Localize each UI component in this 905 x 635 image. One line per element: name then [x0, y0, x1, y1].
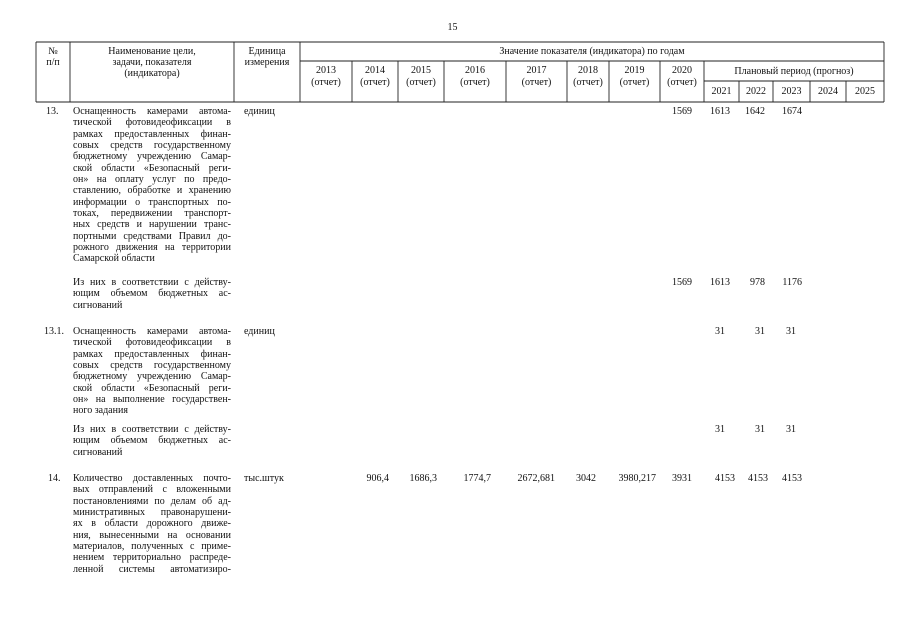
- value-2021: 1613: [710, 277, 730, 288]
- value-2022: 1642: [745, 106, 765, 117]
- header-year-note: (отчет): [619, 77, 650, 88]
- row-description: [73, 326, 231, 417]
- row-description: [73, 106, 231, 265]
- header-num: № п/п: [46, 46, 60, 68]
- desc-line: рамках предоставленных финан-: [73, 128, 231, 140]
- value-2022: 31: [755, 424, 765, 435]
- value-2020: 1569: [672, 106, 692, 117]
- header-year: 2019: [624, 65, 645, 76]
- row-number: 13.: [46, 106, 59, 117]
- desc-line: Оснащенность камерами автома-: [73, 326, 231, 337]
- desc-line: постановлениями по делам об ад-: [73, 495, 231, 507]
- value-2016: 1774,7: [463, 473, 491, 484]
- value-2014: 906,4: [366, 473, 389, 484]
- row-description: [73, 473, 231, 575]
- value-2020: 1569: [672, 277, 692, 288]
- desc-line: портными средствами Правил до-: [73, 230, 231, 242]
- value-2017: 2672,681: [517, 473, 555, 484]
- value-2022: 978: [750, 277, 765, 288]
- desc-line: совых средств государственному: [73, 360, 231, 372]
- value-2021: 31: [715, 326, 725, 337]
- desc-line: вых отправлений с вложенными: [73, 484, 231, 496]
- page-number: 15: [447, 22, 458, 33]
- header-unit: Единица измерения: [244, 46, 290, 68]
- header-year: 2015: [411, 65, 431, 76]
- desc-line: материалов, полученных с приме-: [73, 541, 231, 553]
- header-year-note: (отчет): [406, 77, 436, 88]
- header-plan-year: 2022: [746, 86, 766, 97]
- row-unit: единиц: [244, 326, 275, 337]
- desc-line: ях в области дорожного движе-: [73, 518, 231, 530]
- value-2018: 3042: [576, 473, 596, 484]
- desc-line: Количество доставленных почто-: [73, 473, 231, 484]
- desc-line: министративных правонарушени-: [73, 507, 231, 519]
- header-year-note: (отчет): [360, 77, 390, 88]
- value-2022: 31: [755, 326, 765, 337]
- header-year-note: (отчет): [311, 77, 341, 88]
- header-year: 2020: [672, 65, 692, 76]
- value-2023: 31: [786, 424, 796, 435]
- header-values-title: Значение показателя (индикатора) по годам: [499, 46, 685, 57]
- desc-line: ного задания: [73, 405, 128, 417]
- header-year-note: (отчет): [521, 77, 552, 88]
- desc-line: рожного движения на территории: [73, 242, 231, 254]
- header-name: Наименование цели, задачи, показателя (индикатора): [108, 46, 196, 79]
- value-2023: 1674: [782, 106, 802, 117]
- row-number: 14.: [48, 473, 61, 484]
- value-2023: 31: [786, 326, 796, 337]
- value-2019: 3980,217: [618, 473, 656, 484]
- desc-line: рамках предоставленных финан-: [73, 348, 231, 360]
- desc-line: Оснащенность камерами автома-: [73, 106, 231, 117]
- header-plan-title: Плановый период (прогноз): [734, 66, 854, 77]
- desc-line: ния, вынесенными на основании: [73, 529, 231, 541]
- desc-line: бюджетному учреждению Самар-: [73, 371, 231, 383]
- desc-line: сигнований: [73, 299, 123, 311]
- desc-line: ской области «Безопасный реги-: [73, 382, 231, 394]
- row-unit: тыс.штук: [244, 473, 284, 484]
- desc-line: тической фотовидеофиксации в: [73, 117, 231, 129]
- value-2021: 1613: [710, 106, 730, 117]
- desc-line: он» на оплату услуг по предо-: [73, 174, 231, 186]
- header-year: 2018: [578, 65, 598, 76]
- desc-line: информации о транспортных по-: [73, 196, 231, 208]
- header-plan-year: 2023: [781, 86, 802, 97]
- row-description: [73, 277, 231, 311]
- value-2015: 1686,3: [409, 473, 437, 484]
- desc-line: он» на выполнение государствен-: [73, 394, 231, 406]
- value-2021: 31: [715, 424, 725, 435]
- desc-line: Самарской области: [73, 253, 155, 265]
- header-plan-year: 2024: [818, 86, 838, 97]
- value-2020: 3931: [672, 473, 692, 484]
- desc-line: ской области «Безопасный реги-: [73, 162, 231, 174]
- row-description: [73, 424, 231, 458]
- desc-line: ставлению, обработке и хранению: [73, 185, 231, 197]
- header-year: 2017: [526, 65, 547, 76]
- header-year-note: (отчет): [573, 77, 603, 88]
- desc-line: токах, передвижении транспорт-: [73, 208, 231, 220]
- desc-line: ленной системы автоматизиро-: [73, 563, 231, 575]
- row-number: 13.1.: [44, 326, 64, 337]
- value-2021: 4153: [715, 473, 735, 484]
- header-year-note: (отчет): [667, 77, 697, 88]
- header-plan-year: 2021: [711, 86, 732, 97]
- header-plan-year: 2025: [855, 86, 875, 97]
- desc-line: ющим объемом бюджетных ас-: [73, 288, 231, 300]
- header-year: 2016: [465, 65, 485, 76]
- value-2023: 1176: [782, 277, 802, 288]
- header-year: 2014: [365, 65, 385, 76]
- desc-line: тической фотовидеофиксации в: [73, 337, 231, 349]
- desc-line: ных средств и нарушении транс-: [73, 219, 231, 231]
- desc-line: бюджетному учреждению Самар-: [73, 151, 231, 163]
- header-year: 2013: [316, 65, 336, 76]
- desc-line: совых средств государственному: [73, 140, 231, 152]
- desc-line: сигнований: [73, 446, 123, 458]
- desc-line: Из них в соответствии с действу-: [73, 277, 231, 288]
- desc-line: ющим объемом бюджетных ас-: [73, 435, 231, 447]
- value-2023: 4153: [782, 473, 802, 484]
- desc-line: Из них в соответствии с действу-: [73, 424, 231, 435]
- desc-line: нением территориально распреде-: [73, 552, 231, 564]
- header-year-note: (отчет): [460, 77, 490, 88]
- row-unit: единиц: [244, 106, 275, 117]
- value-2022: 4153: [748, 473, 768, 484]
